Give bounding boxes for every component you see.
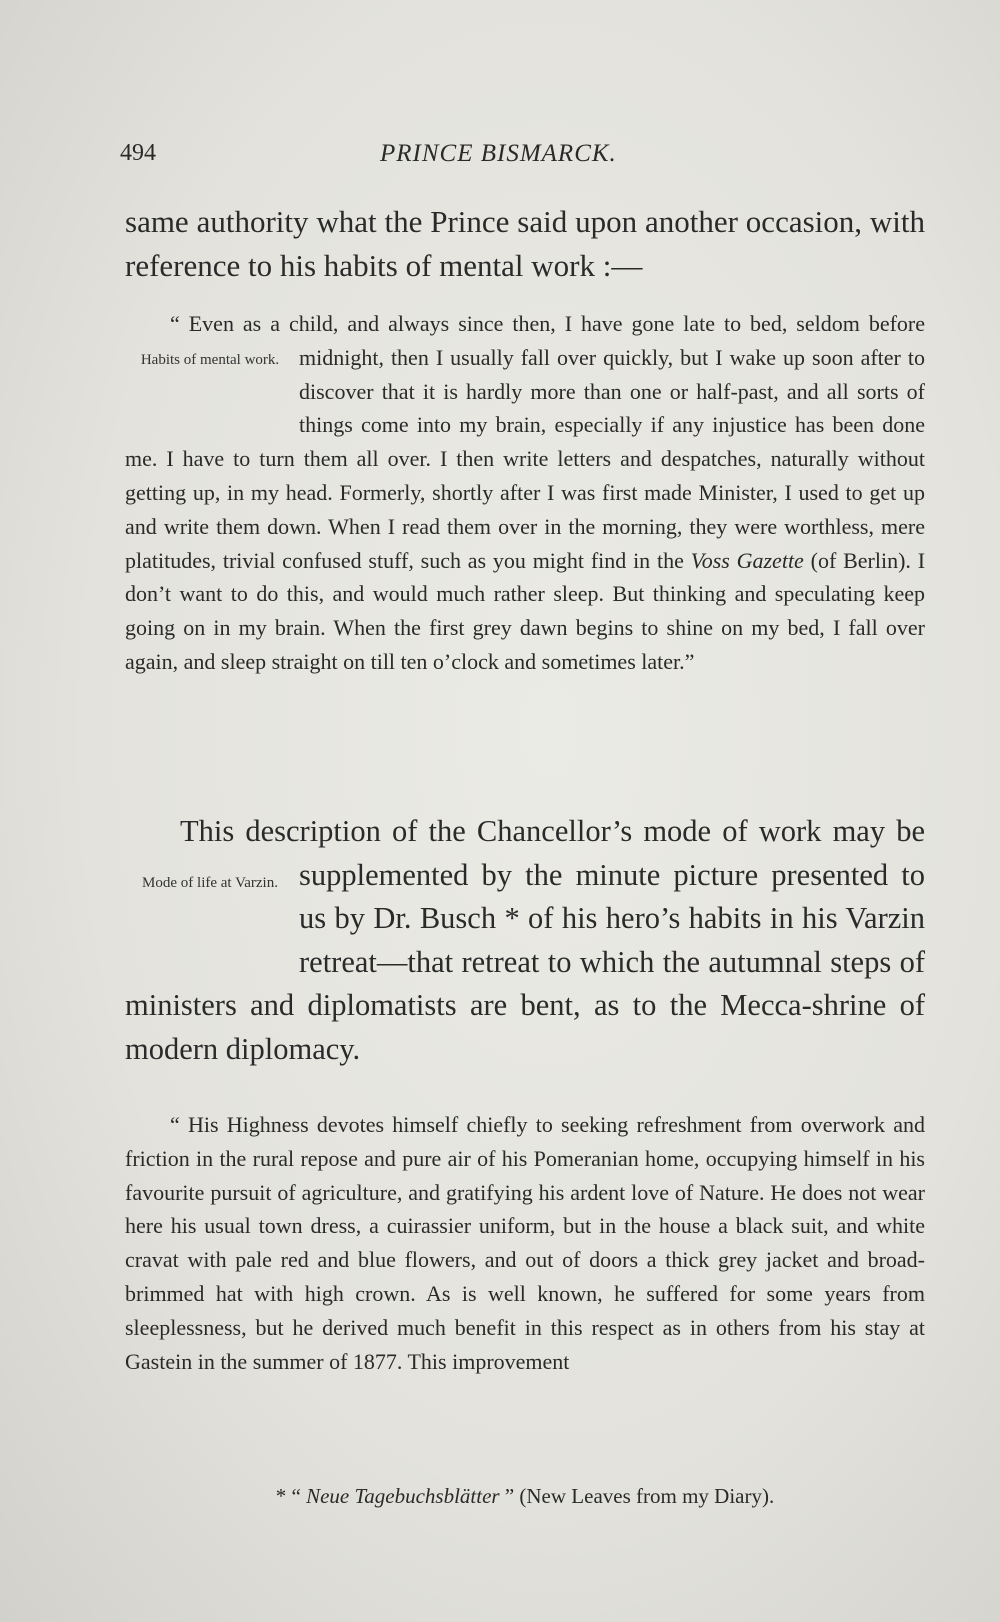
page-header	[0, 140, 1000, 180]
quote-paragraph-1	[125, 307, 925, 679]
quote1-body-b: (of Berlin). I don’t want to do this, and would much rather sleep. But thinking and speculating keep going on in my brain. When the first grey dawn begins to shine on my bed, I fall over again, and sleep straight on till ten o’clock and sometimes later.”	[125, 547, 926, 674]
side-note-varzin: Mode of life at Varzin.	[142, 874, 278, 891]
side-note-habits: Habits of mental work.	[140, 351, 280, 368]
para2-body: to us by Dr. Busch * of his hero’s habits in his Varzin retreat—that retreat to which the autumnal steps of ministers and diplomatists are bent, as to the Mecca-shrine of modern diplomacy.	[125, 857, 925, 1066]
footnote-rest: ” (New Leaves from my Diary).	[504, 1484, 775, 1508]
footnote	[125, 1484, 925, 1509]
quote1-body-a: wake up soon after to discover that it is hardly more than one or half-past, and all sorts of things come into my brain, especially if any injustice has been done me. I have to turn them all over. I then write letters and despatches, naturally without getting up, in my head. Formerly, shortly after I was first made Minister, I used to get up and write them down. When I read them over in the morning, they were worthless, mere platitudes, trivial confused stuff, such as you might find in the	[125, 344, 925, 573]
footnote-marker: * “	[275, 1484, 301, 1508]
page-number: 494	[120, 140, 156, 166]
running-title: PRINCE BISMARCK.	[380, 140, 617, 167]
description-paragraph	[125, 810, 925, 1071]
quote-paragraph-2: “ His Highness devotes himself chiefly to seeking refreshment from overwork and friction in the rural repose and pure air of his Pomeranian home, occupying himself in his favourite pursuit of agriculture, and gratifying his ardent love of Nature. He does not wear here his usual town dress, a cuirassier uniform, but in the house a black suit, and white cravat with pale red and blue flowers, and out of doors a thick grey jacket and broad-brimmed hat with high crown. As is well known, he suffered for some years from sleeplessness, but he derived much benefit in this respect as in others from his stay at Gastein in the summer of 1877. This improvement	[125, 1112, 925, 1374]
voss-gazette-title: Voss Gazette	[690, 547, 804, 573]
intro-paragraph: same authority what the Prince said upon another occasion, with reference to his habits of mental work :—	[125, 204, 925, 283]
para2-lead: This description of the Chancellor’s mode of work may be supplemented by the minute picture presented	[180, 814, 925, 892]
quote1-lead: “ Even as a child, and always since then, I have gone late to bed, seldom before midnight, then I usually fall over quickly, but I	[170, 311, 925, 370]
footnote-title: Neue Tagebuchsblätter	[306, 1484, 500, 1508]
